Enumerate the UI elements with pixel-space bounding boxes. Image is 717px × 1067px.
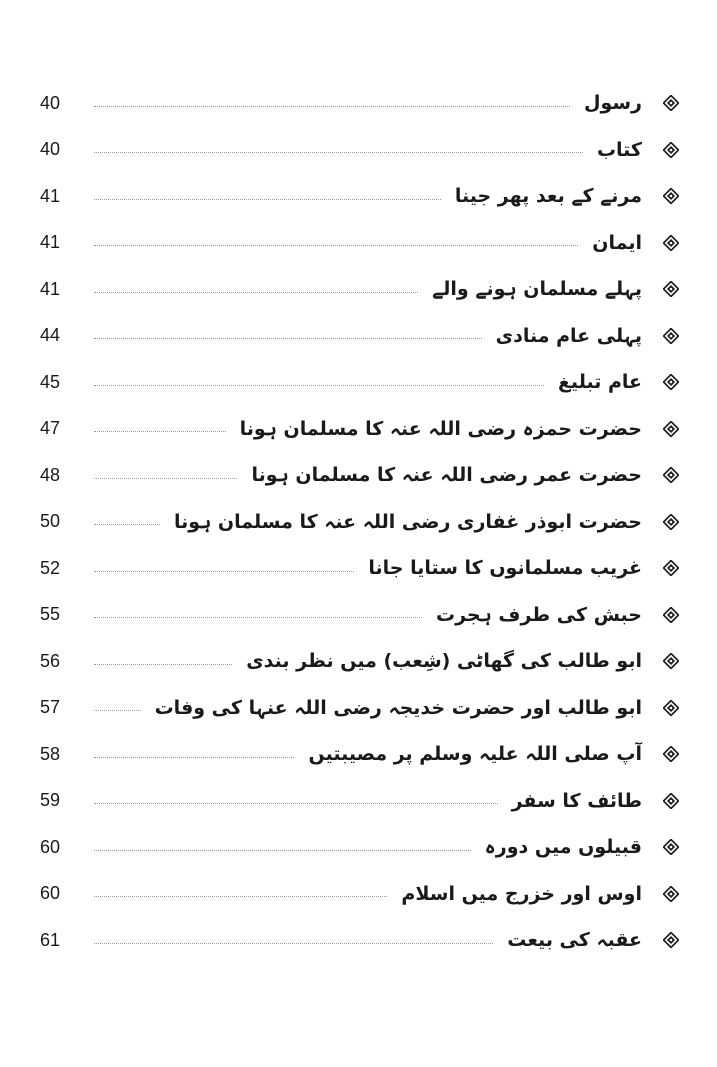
dot-leader (94, 943, 493, 944)
dot-leader (94, 385, 544, 386)
ornate-diamond-icon (662, 699, 680, 717)
toc-page-number: 41 (40, 278, 61, 299)
toc-entry-title: عام تبلیغ (557, 371, 642, 394)
toc-page-number: 55 (40, 604, 61, 625)
dot-leader (94, 757, 294, 758)
toc-row (40, 127, 680, 174)
dot-leader (94, 292, 418, 293)
ornate-diamond-icon (662, 141, 680, 159)
toc-page-number: 41 (40, 232, 61, 253)
toc-page-number: 60 (40, 883, 61, 904)
toc-page-number: 47 (40, 418, 61, 439)
ornate-diamond-icon (662, 745, 680, 763)
toc-page-number: 61 (40, 929, 61, 950)
dot-leader (94, 245, 578, 246)
dot-leader (94, 850, 471, 851)
toc-row (40, 871, 680, 918)
toc-row (40, 313, 680, 360)
toc-page-number: 57 (40, 697, 61, 718)
toc-entry-title: مرنے کے بعد پھر جینا (454, 185, 642, 208)
dot-leader (94, 431, 226, 432)
toc-entry-title: ایمان (592, 231, 642, 254)
dot-leader (94, 896, 387, 897)
toc-entry-title: حضرت عمر رضی اللہ عنہ کا مسلمان ہونا (251, 464, 642, 487)
dot-leader (94, 664, 232, 665)
ornate-diamond-icon (662, 280, 680, 298)
toc-entry-title: اوس اور خزرج میں اسلام (401, 882, 642, 905)
dot-leader (94, 338, 482, 339)
toc-row (40, 731, 680, 778)
dot-leader (94, 478, 237, 479)
toc-row (40, 266, 680, 313)
ornate-diamond-icon (662, 559, 680, 577)
toc-entry-title: طائف کا سفر (511, 789, 642, 812)
toc-row (40, 778, 680, 825)
toc-entry-title: غریب مسلمانوں کا ستایا جانا (368, 557, 642, 580)
ornate-diamond-icon (662, 652, 680, 670)
ornate-diamond-icon (662, 792, 680, 810)
toc-page-number: 59 (40, 790, 61, 811)
toc-row (40, 220, 680, 267)
toc-row (40, 824, 680, 871)
ornate-diamond-icon (662, 234, 680, 252)
toc-page-number: 40 (40, 139, 61, 160)
ornate-diamond-icon (662, 327, 680, 345)
toc-row (40, 592, 680, 639)
toc-entry-title: حضرت ابوذر غفاری رضی اللہ عنہ کا مسلمان ہونا (174, 510, 642, 533)
toc-page-number: 58 (40, 743, 61, 764)
toc-row (40, 499, 680, 546)
ornate-diamond-icon (662, 838, 680, 856)
dot-leader (94, 524, 160, 525)
ornate-diamond-icon (662, 606, 680, 624)
toc-entry-title: کتاب (596, 138, 642, 161)
toc-entry-title: پہلے مسلمان ہونے والے (432, 278, 642, 301)
toc-entry-title: قبیلوں میں دورہ (484, 836, 642, 859)
toc-page-number: 44 (40, 325, 61, 346)
toc-row (40, 359, 680, 406)
toc-row (40, 452, 680, 499)
dot-leader (94, 106, 570, 107)
ornate-diamond-icon (662, 94, 680, 112)
toc-page-number: 60 (40, 836, 61, 857)
toc-entry-title: عقبہ کی بیعت (507, 929, 642, 952)
toc-row (40, 917, 680, 964)
toc-page-number: 41 (40, 185, 61, 206)
toc-page-number: 50 (40, 511, 61, 532)
dot-leader (94, 803, 498, 804)
toc-row (40, 685, 680, 732)
toc-row (40, 173, 680, 220)
ornate-diamond-icon (662, 466, 680, 484)
dot-leader (94, 199, 441, 200)
toc-page-number: 45 (40, 371, 61, 392)
toc-entry-title: حضرت حمزہ رضی اللہ عنہ کا مسلمان ہونا (239, 417, 642, 440)
table-of-contents (40, 80, 680, 964)
toc-page-number: 52 (40, 557, 61, 578)
ornate-diamond-icon (662, 885, 680, 903)
toc-entry-title: ابو طالب کی گھاٹی (شِعب) میں نظر بندی (246, 650, 642, 673)
dot-leader (94, 152, 583, 153)
ornate-diamond-icon (662, 187, 680, 205)
dot-leader (94, 710, 141, 711)
toc-page-number: 40 (40, 92, 61, 113)
ornate-diamond-icon (662, 373, 680, 391)
toc-page-number: 48 (40, 464, 61, 485)
ornate-diamond-icon (662, 420, 680, 438)
toc-entry-title: آپ صلی اللہ علیہ وسلم پر مصیبتیں (308, 743, 642, 766)
ornate-diamond-icon (662, 513, 680, 531)
dot-leader (94, 617, 422, 618)
ornate-diamond-icon (662, 931, 680, 949)
toc-entry-title: ابو طالب اور حضرت خدیجہ رضی اللہ عنہا کی وفات (154, 696, 642, 719)
toc-entry-title: رسول (583, 92, 642, 115)
toc-row (40, 406, 680, 453)
toc-entry-title: حبش کی طرف ہجرت (436, 603, 642, 626)
toc-row (40, 638, 680, 685)
toc-row (40, 545, 680, 592)
dot-leader (94, 571, 354, 572)
toc-page-number: 56 (40, 650, 61, 671)
toc-row (40, 80, 680, 127)
toc-entry-title: پہلی عام منادی (495, 324, 642, 347)
